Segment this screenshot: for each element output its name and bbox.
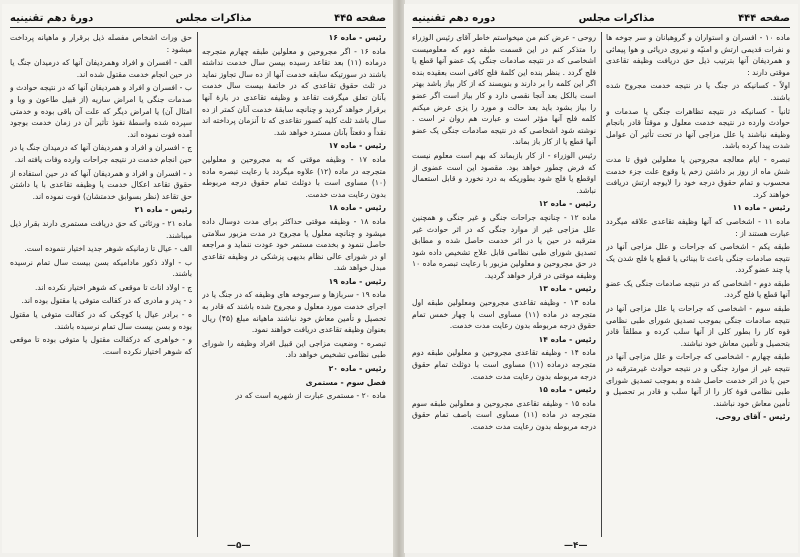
paragraph: فصل سوم - مستمری: [305, 377, 386, 387]
paragraph: الف - عیال تا زمانیکه شوهر جدید اختیار ننموده است.: [24, 244, 192, 254]
paragraph: رئیس - ماده ۱۸: [328, 203, 386, 213]
header-rule: [412, 27, 790, 28]
paragraph: رئیس - ماده ۱۵: [538, 385, 596, 395]
paragraph: ب - اولاد ذکور مادامیکه بسن بیست سال تمام نرسیده باشند.: [10, 257, 192, 279]
page-header: [412, 10, 790, 26]
paragraph: ه - برادر عیال یا کوچکی که در کفالت متوفی یا مقتول بوده و بسن بیست سال تمام نرسیده باشند.: [10, 310, 192, 331]
paragraph: رئیس - ماده ۲۰: [328, 364, 386, 374]
paragraph: اولاً - کسانیکه در جنگ یا در نتیجه خدمت مجروح شده باشند.: [606, 81, 790, 102]
paragraph: حق وراث اشخاص مفصله ذیل برقرار و ماهیانه پرداخت میشود :: [10, 33, 192, 54]
page-number: صفحه ۴۴۴: [738, 12, 790, 24]
paragraph: ماده ۲۱ - ورثائی که حق دریافت مستمری دارند بقرار ذیل میباشند.: [10, 218, 192, 240]
paragraph: رئیس - ماده ۱۲: [538, 199, 596, 209]
paragraph: رئیس الوزراء - از کار بازبماند که بهم است معلوم نیست که فرض چطور خواهد بود. مقصود این است عضوی از اوقطع یا فلج شود بطوریکه به درد نخورد و قابل استعمال نباشد.: [412, 150, 596, 195]
paragraph: ماده ۱۶ - اگر مجروحین و معلولین طبقه چهارم متجرجه درماده (۱۱) بعد تقاعد رسیده بیسن سال خدمت نداشته باشند در سورتیکه سابقه خدمت آنها از ده سال تجاوز نماید در ثلث حقوق تقاعدی که در خاتمهٔ بیست سال خدمت بآنان تعلق میگرفت تقاعد و وظیفه تقاعدی در بارهٔ آنها برقرار خواهد گردید و چنانچه سابقهٔ خدمت آنان کمتر از ده سال باشد ثلث کلیه کسور تقاعدی که تا آنزمان پرداخته اند نقداً و دفعتاً بآنان مسترد خواهد شد.: [202, 46, 386, 137]
column-divider: [601, 32, 602, 537]
paragraph: ماده ۱۹ - سربازها و سرجوخه های وظیفه که در جنگ یا در اجرای خدمت مورد معلول و مجروح شده باشند که قادر به تحصیل و تأمین معاش خود نباشند ماهیانه مبلغ (۴۵) ریال بعنوان وظیفه تقاعدی دریافت خواهند نمود.: [202, 290, 386, 335]
journal-title: مذاکرات مجلس: [175, 12, 252, 24]
paragraph: ماده ۱۲ - چنانچه جراحات جنگی و غیر جنگی و همچنین علل مزاجی غیر از موارد جنگی که در اثر حوادث غیر مترقبه در حین یا در اثر خدمت حاصل شده و مطابق تصدیق شورای طبی نظامی قابل علاج تشخیص داده شود در حق مجروحین و معلولین مزبور با رعایت تبصره ماده ۱۰ وظیفه موقتی در قرار خواهد گردید.: [412, 212, 596, 280]
page-number: صفحه ۴۴۵: [334, 12, 386, 24]
paragraph: رئیس - ماده ۱۴: [538, 334, 596, 344]
paragraph: طبقه سوم - اشخاصی که جراحات یا علل مزاجی آنها در نتیجه صادمات جنگی بموجب تصدیق شورای طبی نظامی قوه کار را بطور کلی از آنها سلب کرده و مطلقاً قادر بتحصیل و تأمین معاش خود نباشند.: [606, 304, 790, 348]
paragraph: ماده ۱۳ - وظیفه تقاعدی مجروحین ومعلولین طبقه اول متجرجه در ماده (۱۱) مساوی است با چهار خمس تمام حقوق درجه مربوطه بدون رعایت مدت خدمت.: [412, 298, 596, 331]
paragraph: تبصره - وضعیت مزاجی این قبیل افراد وظیفه را شورای طبی نظامی تشخیص خواهد داد.: [202, 338, 386, 360]
paragraph: رئیس - آقای روحی.: [715, 412, 790, 422]
paragraph: تبصره - ایام معالجه مجروحین یا معلولین فوق تا مدت شش ماه از روز بر داشتن زخم یا وقوع علت جزء خدمت محسوب و تمام حقوق درجه خود را لایوجه ارتش دریافت خواهند کرد.: [606, 154, 790, 199]
paragraph: طبقه دوم - اشخاصی که در نتیجه صادمات جنگی یک عضو آنها قطع یا فلج گردد.: [606, 278, 790, 300]
paragraph: ماده ۱۰ - افسران و استواران و گروهبانان و سر جوخه ها و نفرات قدیمی ارتش و امنیّه و نیروی دریائی و هوا پیمائی و همردیفان آنها بترتیب ذیل حق دریافت وظیفه تقاعدی موقتی دارند :: [606, 33, 790, 77]
left-page: [2, 4, 394, 553]
text-column-right: [606, 32, 790, 539]
paragraph: ج - افسران و افراد و همردیفان آنها که درمیدان جنگ یا در حین انجام خدمت در نتیجه جراحات وارده وفات یافته اند.: [10, 143, 192, 164]
text-column-right: [202, 32, 386, 539]
paragraph: طبقه یکم - اشخاصی که جراحات و علل مزاجی آنها در نتیجه صادمات جنگی باعث تا بینائی یا قطع یا فلج شدن یک یا چند عضو گردد.: [606, 242, 790, 275]
paragraph: د - افسران و افراد و همردیفان آنها که در حین استفاده از حقوق تقاعد اعکال خدمت یا وظیفه تقاعدی با یا داشتن حق تقاعد (نظر بسوابق خدمتشان) فوت نموده اند.: [10, 168, 192, 201]
paragraph: رئیس - ماده ۱۱: [732, 203, 790, 213]
paragraph: رئیس - ماده ۱۷: [328, 141, 386, 151]
paragraph: طبقه چهارم - اشخاصی که جراحات و علل مزاجی آنها در نتیجه غیر از موارد جنگی و در نتیجه حوادث غیرمترقبه در حین یا در اثر خدمت حاصل شده و بموجب تصدیق شورای طبی نظامی قوهٔ کار را از آنها سلب و قادر بر تحصیل و تأمین معاش خود نباشند.: [606, 352, 790, 408]
text-column-left: [10, 32, 192, 539]
paragraph: و - خواهری که درکفالت مقتول یا متوفی بوده تا موقعی که شوهر اختیار نکرده است.: [10, 335, 192, 356]
paragraph: ماده ۱۵ - وظیفه تقاعدی مجروحین و معلولین طبقه سوم متجرجه در ماده (۱۱) مساوی است باصف تمام حقوق درجه مربوطه بدون رعایت مدت خدمت.: [412, 398, 596, 431]
session-title: دورهٔ دهم تقنینیه: [10, 12, 94, 24]
paragraph: ثانیاً - کسانیکه در نتیجه تظاهرات جنگی یا صدمات و حوادث وارده در نتیجه خدمت معلول و موقتاً قادر بانجام وظیفه نباشند یا علل مزاجی آنها در تحت تأثیر آن عوامل شدت پیدا کرده باشد.: [606, 106, 790, 151]
paragraph: رئیس - ماده ۱۳: [538, 284, 596, 294]
header-rule: [10, 27, 386, 28]
paragraph: ماده ۱۸ - وظیفه موقتی حداکثر برای مدت دوسال داده میشود و چنانچه معلول یا مجروح در مدت مزبور سلامتی حاصل ننمود و بخدمت مستمر خود عودت ننماید و مراجعه او در شورای عالی نظام بدیهی پزشکی در وظیفه تقاعدی مبدل خواهد شد.: [202, 216, 386, 273]
paragraph: ماده ۱۷ - وظیفه موقتی که به مجروحین و معلولین متجرجه در ماده (۱۲) علاوه میگردد با رعایت تبصره ماده (۱۰) مساوی است با دوثلث تمام حقوق درجه مربوطه بدون رعایت مدت خدمت.: [202, 154, 386, 199]
paragraph: ماده ۱۴ - وظیفه تقاعدی مجروحین و معلولین طبقه دوم متجرجه درماده (۱۱) مساوی است با دوثلث تمام حقوق درجه مربوطه بدون رعایت مدت خدمت.: [412, 348, 596, 381]
paragraph: روحی - عرض کنم من میخواستم خاطر آقای رئیس الوزراء را متذکر کنم در این قسمت طبقه دوم که معلومیست اشخاصی که در نتیجه صادمات جنگی یک عضو آنها قطع یا فلج گردد . بنظر بنده این کلمهٔ فلج کافی است بعقیده بنده اگر این کلمه را بر دارند و بنویسند که از کار بیاز باشد بهتر است بالکل بعد آنجا نقصی دارد و کار بیاز است اگر عضو را بیاز بشود باید بعد حالت و مورد را یزی عرض میکنم کلمه فلج آنها مؤثر است و عبارت هم روان تر است . نوشته شود اشخاصی که در نتیجه صادمات جنگی یک عضو آنها قطع یا از کار باز بماند.: [412, 33, 596, 147]
page-footer: —۵—: [227, 541, 251, 551]
paragraph: رئیس - ماده ۲۱: [134, 205, 192, 215]
column-divider: [197, 32, 198, 537]
page-header: [10, 10, 386, 26]
paragraph: ج - اولاد اناث تا موقعی که شوهر اختیار نکرده اند.: [34, 282, 192, 292]
text-column-left: [412, 32, 596, 539]
paragraph: رئیس - ماده ۱۹: [328, 276, 386, 286]
session-title: دوره دهم تقنینیه: [412, 12, 496, 24]
page-footer: —۴—: [564, 541, 588, 551]
paragraph: رئیس - ماده ۱۶: [328, 33, 386, 42]
paragraph: د - پدر و مادری که در کفالت متوفی یا مقتول بوده اند.: [21, 296, 192, 306]
paragraph: الف - افسران و افراد وهمردیفان آنها که درمیدان جنگ یا در حین انجام خدمت مقتول شده اند.: [10, 58, 192, 79]
paragraph: ماده ۱۱ - اشخاصی که آنها وظیفه تقاعدی علاقه میگردد عبارت هستند از :: [606, 216, 790, 238]
paragraph: ب - افسران و افراد و همردیفان آنها که در نتیجه حوادث و صدمات جنگی یا امراض ساریه (از قبیل طاعون و وبا و امثال آن) یا امراض دیگر که علت آن باقی بوده و خدمتی سپرده شده واسطهٔ نفوذ تأثیر آن در زمان خدمت بوجود آمده فوت نموده اند.: [10, 83, 192, 139]
paragraph: ماده ۲۰ - مستمری عبارت از شهریه است که در: [235, 391, 386, 401]
journal-title: مذاکرات مجلس: [578, 12, 655, 24]
right-page: [404, 4, 798, 553]
